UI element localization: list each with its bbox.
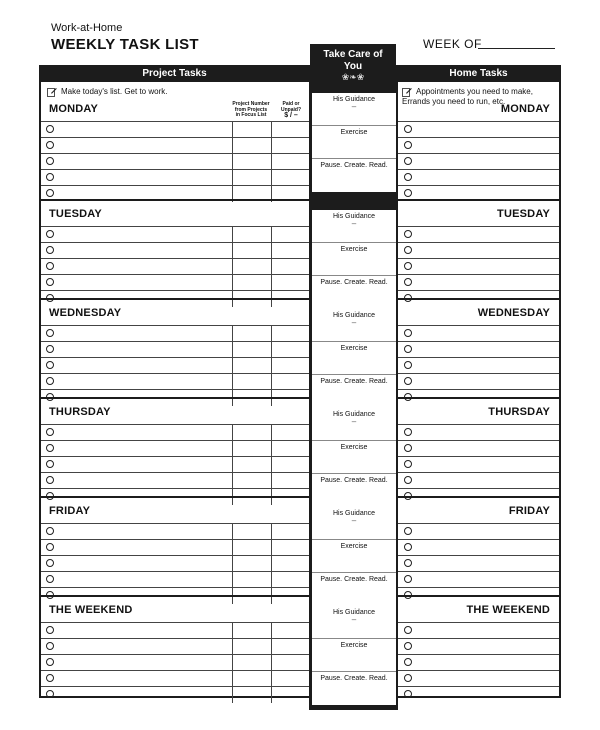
- task-rows: [41, 122, 309, 202]
- project-day-header: [41, 201, 309, 227]
- home-task-row[interactable]: [398, 170, 559, 186]
- divider: [232, 326, 233, 341]
- task-row[interactable]: [41, 154, 309, 170]
- checkbox-circle-icon[interactable]: [404, 658, 412, 666]
- divider: [271, 342, 272, 357]
- home-task-row[interactable]: [398, 473, 559, 489]
- task-row[interactable]: [41, 425, 309, 441]
- checkbox-circle-icon[interactable]: [46, 460, 54, 468]
- home-task-row[interactable]: [398, 342, 559, 358]
- home-task-row[interactable]: [398, 639, 559, 655]
- task-row[interactable]: [41, 243, 309, 259]
- task-row[interactable]: [41, 441, 309, 457]
- page-subtitle: Work-at-Home: [51, 22, 123, 34]
- divider: [271, 441, 272, 456]
- checkbox-circle-icon[interactable]: [404, 345, 412, 353]
- divider: [232, 154, 233, 169]
- care-slot-label: Exercise: [340, 543, 368, 550]
- divider: [271, 524, 272, 539]
- checkbox-circle-icon[interactable]: [404, 642, 412, 650]
- task-row[interactable]: [41, 572, 309, 588]
- divider: [232, 275, 233, 290]
- home-day-header: [398, 201, 559, 227]
- divider: [271, 374, 272, 389]
- divider: [232, 138, 233, 153]
- care-slot-label: Pause. Create. Read.: [320, 279, 388, 286]
- divider: [271, 572, 272, 587]
- task-row[interactable]: [41, 342, 309, 358]
- checkbox-circle-icon[interactable]: [46, 329, 54, 337]
- task-rows: [41, 227, 309, 307]
- checkbox-circle-icon[interactable]: [404, 559, 412, 567]
- care-dash: –: [351, 318, 357, 327]
- project-day-header: [41, 597, 309, 623]
- checkbox-circle-icon[interactable]: [404, 141, 412, 149]
- care-slot-label: Exercise: [340, 444, 368, 451]
- divider: [271, 326, 272, 341]
- day-name: TUESDAY: [49, 208, 102, 220]
- care-slot[interactable]: [312, 606, 396, 639]
- checkbox-circle-icon[interactable]: [404, 575, 412, 583]
- home-day-4: [398, 496, 559, 595]
- checkbox-circle-icon[interactable]: [404, 460, 412, 468]
- divider: [271, 457, 272, 472]
- care-day-4: [312, 507, 396, 606]
- divider: [232, 243, 233, 258]
- home-rows: [398, 122, 559, 202]
- checkbox-circle-icon[interactable]: [46, 278, 54, 286]
- checkbox-circle-icon[interactable]: [404, 476, 412, 484]
- dollar-col-label: $ / –: [284, 112, 298, 119]
- home-task-row[interactable]: [398, 154, 559, 170]
- divider: [232, 259, 233, 274]
- checkbox-circle-icon[interactable]: [46, 230, 54, 238]
- divider: [232, 623, 233, 638]
- home-task-row[interactable]: [398, 556, 559, 572]
- care-slot-label: Pause. Create. Read.: [320, 675, 388, 682]
- divider: [271, 358, 272, 373]
- checkbox-circle-icon[interactable]: [404, 278, 412, 286]
- day-name: THE WEEKEND: [466, 604, 550, 616]
- care-slot[interactable]: [312, 93, 396, 126]
- care-dash: –: [351, 516, 357, 525]
- care-slot-label: Pause. Create. Read.: [320, 576, 388, 583]
- home-task-row[interactable]: [398, 425, 559, 441]
- project-day-5: [41, 595, 309, 696]
- task-row[interactable]: [41, 259, 309, 275]
- care-slot[interactable]: [312, 672, 396, 705]
- care-slot-label: Pause. Create. Read.: [320, 477, 388, 484]
- checkbox-circle-icon[interactable]: [404, 626, 412, 634]
- divider: [271, 259, 272, 274]
- care-slot[interactable]: [312, 408, 396, 441]
- home-day-header: [398, 498, 559, 524]
- home-rows: [398, 623, 559, 703]
- task-rows: [41, 524, 309, 604]
- care-slot[interactable]: [312, 159, 396, 192]
- divider: [232, 687, 233, 703]
- checkbox-circle-icon[interactable]: [46, 141, 54, 149]
- task-row[interactable]: [41, 639, 309, 655]
- care-slot-label: His Guidance: [332, 312, 376, 319]
- care-slot[interactable]: [312, 342, 396, 375]
- project-day-header: [41, 82, 309, 122]
- project-day-0: [41, 82, 309, 199]
- checkbox-circle-icon[interactable]: [404, 173, 412, 181]
- project-note: [47, 87, 167, 97]
- checkbox-circle-icon[interactable]: [404, 329, 412, 337]
- task-row[interactable]: [41, 655, 309, 671]
- project-day-header: [41, 399, 309, 425]
- home-task-row[interactable]: [398, 457, 559, 473]
- task-row[interactable]: [41, 671, 309, 687]
- home-task-row[interactable]: [398, 671, 559, 687]
- project-note-text: Make today's list. Get to work.: [61, 87, 168, 96]
- care-slot-label: Pause. Create. Read.: [320, 378, 388, 385]
- checkbox-circle-icon[interactable]: [46, 189, 54, 197]
- task-row[interactable]: [41, 623, 309, 639]
- home-task-row[interactable]: [398, 275, 559, 291]
- home-task-row[interactable]: [398, 687, 559, 703]
- care-slot[interactable]: [312, 126, 396, 159]
- care-slot[interactable]: [312, 639, 396, 672]
- week-of-label: WEEK OF: [423, 37, 482, 51]
- checkbox-circle-icon[interactable]: [46, 642, 54, 650]
- checkbox-circle-icon[interactable]: [404, 377, 412, 385]
- checkbox-circle-icon[interactable]: [46, 377, 54, 385]
- home-task-row[interactable]: [398, 374, 559, 390]
- task-row[interactable]: [41, 326, 309, 342]
- care-slot[interactable]: [312, 375, 396, 408]
- project-day-4: [41, 496, 309, 595]
- page-title: WEEKLY TASK LIST: [51, 36, 199, 53]
- day-name: MONDAY: [500, 103, 550, 115]
- checkbox-circle-icon[interactable]: [404, 690, 412, 698]
- checkbox-circle-icon[interactable]: [46, 575, 54, 583]
- care-slot-label: His Guidance: [332, 213, 376, 220]
- task-row[interactable]: [41, 374, 309, 390]
- care-day-2: [312, 309, 396, 408]
- divider: [271, 122, 272, 137]
- home-day-header: [398, 399, 559, 425]
- home-rows: [398, 326, 559, 406]
- divider: [232, 671, 233, 686]
- checkbox-circle-icon[interactable]: [404, 125, 412, 133]
- day-name: FRIDAY: [508, 505, 550, 517]
- divider: [271, 138, 272, 153]
- home-day-header: [398, 300, 559, 326]
- project-day-3: [41, 397, 309, 496]
- care-dash: –: [351, 615, 357, 624]
- checkbox-circle-icon[interactable]: [46, 690, 54, 698]
- home-rows: [398, 425, 559, 505]
- task-row[interactable]: [41, 170, 309, 186]
- care-slot-label: His Guidance: [332, 510, 376, 517]
- divider: [271, 154, 272, 169]
- care-day-3: [312, 408, 396, 507]
- care-slot-label: His Guidance: [332, 609, 376, 616]
- divider: [232, 425, 233, 440]
- take-care-header: [310, 44, 396, 88]
- home-note-text: Appointments you need to make, Errands you need to run, etc.: [402, 87, 533, 106]
- divider: [271, 556, 272, 571]
- divider: [232, 122, 233, 137]
- home-day-1: [398, 199, 559, 298]
- home-task-row[interactable]: [398, 623, 559, 639]
- project-day-header: [41, 300, 309, 326]
- checkbox-circle-icon[interactable]: [404, 230, 412, 238]
- divider: [232, 457, 233, 472]
- day-name: WEDNESDAY: [477, 307, 550, 319]
- checkbox-circle-icon[interactable]: [46, 559, 54, 567]
- day-name: THE WEEKEND: [49, 604, 133, 616]
- checkbox-circle-icon[interactable]: [404, 189, 412, 197]
- care-dash: –: [351, 417, 357, 426]
- task-row[interactable]: [41, 457, 309, 473]
- checkbox-circle-icon[interactable]: [46, 345, 54, 353]
- home-task-row[interactable]: [398, 259, 559, 275]
- project-day-2: [41, 298, 309, 397]
- checkbox-circle-icon[interactable]: [46, 626, 54, 634]
- task-row[interactable]: [41, 227, 309, 243]
- divider: [232, 342, 233, 357]
- home-task-row[interactable]: [398, 572, 559, 588]
- care-slot[interactable]: [312, 243, 396, 276]
- divider: [232, 524, 233, 539]
- care-slot[interactable]: [312, 507, 396, 540]
- checkbox-circle-icon[interactable]: [46, 476, 54, 484]
- divider: [271, 540, 272, 555]
- care-day-0: [312, 93, 396, 192]
- task-rows: [41, 326, 309, 406]
- checkbox-circle-icon[interactable]: [46, 157, 54, 165]
- care-slot[interactable]: [312, 210, 396, 243]
- care-slot-label: Exercise: [340, 642, 368, 649]
- care-slot[interactable]: [312, 474, 396, 507]
- divider: [271, 655, 272, 670]
- day-name: TUESDAY: [497, 208, 550, 220]
- checkbox-circle-icon[interactable]: [404, 246, 412, 254]
- task-row[interactable]: [41, 540, 309, 556]
- checkbox-circle-icon[interactable]: [404, 444, 412, 452]
- day-name: THURSDAY: [49, 406, 111, 418]
- checkbox-circle-icon[interactable]: [46, 428, 54, 436]
- checkbox-circle-icon[interactable]: [46, 125, 54, 133]
- divider: [232, 473, 233, 488]
- divider: [232, 655, 233, 670]
- divider: [271, 227, 272, 242]
- take-care-title: Take Care of You: [323, 49, 383, 72]
- checkbox-circle-icon[interactable]: [404, 262, 412, 270]
- home-task-row[interactable]: [398, 243, 559, 259]
- care-day-5: [312, 606, 396, 705]
- day-name: MONDAY: [49, 103, 99, 115]
- home-task-row[interactable]: [398, 524, 559, 540]
- home-tasks-header: Home Tasks: [396, 65, 561, 82]
- home-day-3: [398, 397, 559, 496]
- checkbox-circle-icon[interactable]: [404, 428, 412, 436]
- divider: [271, 170, 272, 185]
- divider: [232, 639, 233, 654]
- care-slot-label: His Guidance: [332, 411, 376, 418]
- task-row[interactable]: [41, 556, 309, 572]
- care-slot[interactable]: [312, 309, 396, 342]
- divider: [232, 572, 233, 587]
- care-slot-label: His Guidance: [332, 96, 376, 103]
- home-task-row[interactable]: [398, 540, 559, 556]
- checkbox-circle-icon[interactable]: [46, 674, 54, 682]
- care-day-1: [312, 210, 396, 309]
- home-task-row[interactable]: [398, 326, 559, 342]
- divider: [271, 623, 272, 638]
- divider: [271, 243, 272, 258]
- divider: [232, 441, 233, 456]
- divider: [271, 639, 272, 654]
- day-name: FRIDAY: [49, 505, 91, 517]
- checkbox-circle-icon[interactable]: [404, 674, 412, 682]
- project-tasks-header: Project Tasks: [39, 65, 310, 82]
- home-day-0: [398, 82, 559, 199]
- task-row[interactable]: [41, 524, 309, 540]
- project-number-col-label: Project Number from Projects in Focus List: [232, 101, 270, 118]
- task-row[interactable]: [41, 122, 309, 138]
- home-day-5: [398, 595, 559, 696]
- checkbox-circle-icon[interactable]: [46, 361, 54, 369]
- task-rows: [41, 425, 309, 505]
- task-row[interactable]: [41, 687, 309, 703]
- divider: [271, 275, 272, 290]
- checkbox-circle-icon[interactable]: [404, 361, 412, 369]
- care-slot[interactable]: [312, 276, 396, 309]
- home-day-header: [398, 82, 559, 122]
- flourish-icon: ❀❧❀: [341, 72, 365, 82]
- divider: [232, 227, 233, 242]
- divider: [271, 473, 272, 488]
- checkbox-circle-icon[interactable]: [404, 527, 412, 535]
- checkbox-circle-icon[interactable]: [46, 262, 54, 270]
- home-task-row[interactable]: [398, 227, 559, 243]
- divider: [271, 687, 272, 703]
- project-day-header: [41, 498, 309, 524]
- home-task-row[interactable]: [398, 138, 559, 154]
- care-slot[interactable]: [312, 540, 396, 573]
- task-row[interactable]: [41, 275, 309, 291]
- home-task-row[interactable]: [398, 655, 559, 671]
- home-task-row[interactable]: [398, 122, 559, 138]
- checkbox-circle-icon[interactable]: [404, 157, 412, 165]
- task-row[interactable]: [41, 138, 309, 154]
- divider: [232, 540, 233, 555]
- divider: [232, 556, 233, 571]
- project-day-1: [41, 199, 309, 298]
- home-day-2: [398, 298, 559, 397]
- checkbox-circle-icon[interactable]: [404, 543, 412, 551]
- paid-col-label: Paid or Unpaid?: [281, 101, 301, 113]
- home-rows: [398, 227, 559, 307]
- day-name: THURSDAY: [488, 406, 550, 418]
- divider: [232, 170, 233, 185]
- care-slot-label: Exercise: [340, 246, 368, 253]
- checkbox-circle-icon[interactable]: [46, 527, 54, 535]
- care-dash: –: [351, 219, 357, 228]
- care-slot[interactable]: [312, 573, 396, 606]
- care-dash: –: [351, 102, 357, 111]
- care-slot[interactable]: [312, 441, 396, 474]
- care-slot-label: Pause. Create. Read.: [320, 162, 388, 169]
- divider: [232, 358, 233, 373]
- task-rows: [41, 623, 309, 703]
- checkbox-circle-icon[interactable]: [46, 543, 54, 551]
- home-task-row[interactable]: [398, 441, 559, 457]
- care-slot-label: Exercise: [340, 345, 368, 352]
- divider: [232, 374, 233, 389]
- care-slot-label: Exercise: [340, 129, 368, 136]
- divider: [271, 425, 272, 440]
- checkbox-circle-icon[interactable]: [46, 246, 54, 254]
- checkbox-circle-icon[interactable]: [46, 444, 54, 452]
- day-name: WEDNESDAY: [49, 307, 122, 319]
- divider: [271, 671, 272, 686]
- checkbox-circle-icon[interactable]: [46, 658, 54, 666]
- home-day-header: [398, 597, 559, 623]
- week-of-line[interactable]: [478, 48, 555, 49]
- task-row[interactable]: [41, 358, 309, 374]
- task-row[interactable]: [41, 473, 309, 489]
- home-task-row[interactable]: [398, 358, 559, 374]
- checkbox-circle-icon[interactable]: [46, 173, 54, 181]
- home-rows: [398, 524, 559, 604]
